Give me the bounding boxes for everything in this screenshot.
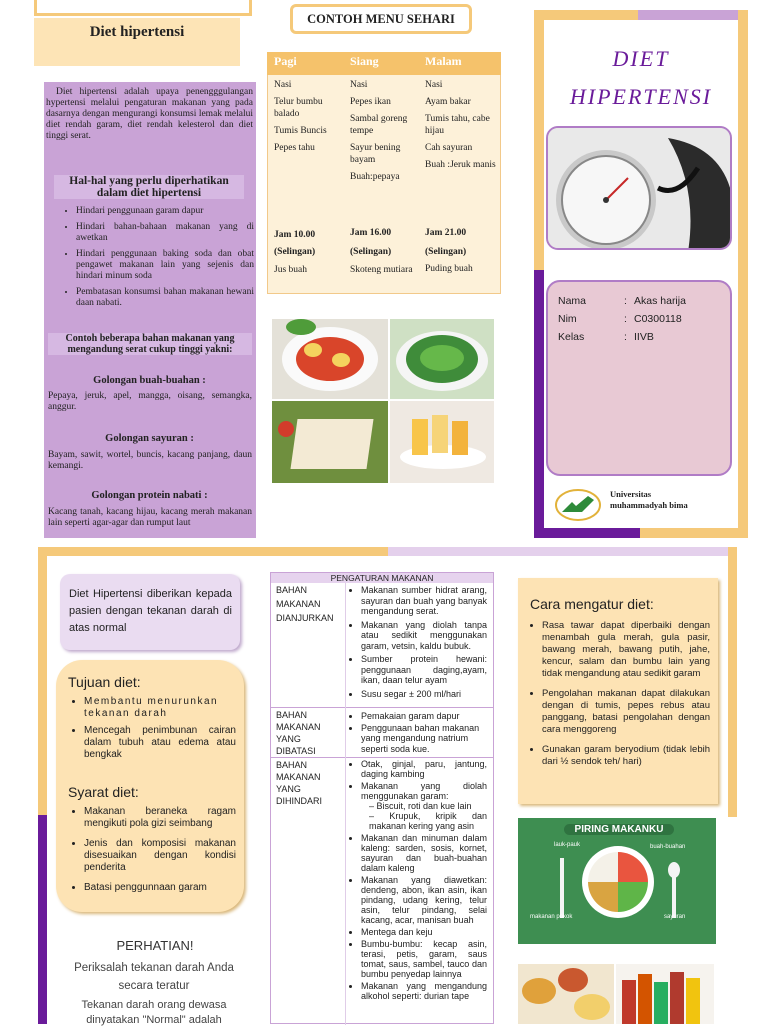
header-malam: Malam <box>425 54 462 68</box>
menu-item: Tumis Buncis <box>274 126 327 136</box>
info-value: C0300118 <box>634 313 682 325</box>
list-item: • Makanan yang diolah tanpa atau sedikit menggunakan garam, vetsin, kaldu bubuk. <box>361 620 487 652</box>
menu-item: Buah :Jeruk manis <box>425 160 496 170</box>
cover-panel <box>530 0 768 540</box>
university-logo <box>554 488 602 522</box>
menu-item: Nasi <box>274 80 292 90</box>
goal-title: Tujuan diet: <box>68 674 141 690</box>
menu-item: Tumis tahu, cabe hijau <box>425 114 490 136</box>
piring-makanku-image <box>518 818 716 944</box>
university-name-1: Universitas <box>610 489 652 499</box>
bottom-frame-left-purple <box>38 815 47 1024</box>
sub-item: – Krupuk, kripik dan makanan kering yang asin <box>369 811 487 831</box>
row-label: BAHAN MAKANAN YANG DIBATASI <box>276 710 321 756</box>
snack-label: (Selingan) <box>274 247 316 257</box>
diet-tips-title: Cara mengatur diet: <box>530 596 654 612</box>
cover-frame-top-purple <box>638 10 748 20</box>
section-heading: Hal-hal yang perlu diperhatikan dalam diet hipertensi <box>54 175 244 199</box>
list-item: • Makanan beraneka ragam mengikuti pola gizi seimbang <box>84 806 236 830</box>
university-name-2: muhammadyah bima <box>610 500 688 510</box>
info-value: Akas harija <box>634 295 686 307</box>
list-item: • Makanan sumber hidrat arang, sayuran dan buah yang banyak mengandung serat. <box>361 585 487 617</box>
intro-paragraph: Diet hipertensi adalah upaya penengggulangan hypertensi melalui pengaturan makanan yang pada dasarnya dengan mengurangi konsumsi lemak melalui diet rendah garam, diet rendah kelesterol dan diet tinggi serat. <box>46 87 253 141</box>
menu-column-pagi <box>274 79 344 154</box>
list-item <box>361 781 487 831</box>
info-label: Nim <box>558 313 577 325</box>
list-item: • Pembatasan konsumsi bahan makanan hewani daan nabati. <box>76 287 254 309</box>
snack-item: Jus buah <box>274 265 307 275</box>
menu-item: Telur bumbu balado <box>274 97 323 119</box>
fiber-heading: Contoh beberapa bahan makanan yang mengandung serat cukup tinggi yakni: <box>48 333 252 355</box>
warning-title: PERHATIAN! <box>116 938 194 953</box>
student-info <box>558 292 728 346</box>
sub-item: – Biscuit, roti dan kue lain <box>369 801 472 811</box>
header-siang: Siang <box>350 54 379 68</box>
menu-item: Nasi <box>350 80 368 90</box>
info-separator: : <box>624 331 627 343</box>
list-item: • Penggunaan bahan makanan yang mengandung natrium seperti soda kue. <box>361 723 487 755</box>
group-title: Golongan sayuran : <box>105 433 194 444</box>
photo-pepes <box>272 401 388 483</box>
bottom-frame-left-orange <box>38 547 47 815</box>
plate-label: sayuran <box>664 914 686 920</box>
snack-item: Skoteng mutiara <box>350 265 413 275</box>
bottom-frame-top-orange <box>38 547 388 556</box>
list-item: • Rasa tawar dapat diperbaiki dengan menambah gula merah, gula pasir, bawang merah, bawang putih, jahe, kencur, salam dan bumbu lain yang tidak mengandung atau sedikit garam <box>542 620 710 680</box>
plate-veg-segment <box>618 882 648 912</box>
menu-title: CONTOH MENU SEHARI <box>290 4 472 34</box>
list-item: • Bumbu-bumbu: kecap asin, terasi, petis, garam, saus tomat, saus, sambel, tauco dan bumbu penyedap lainnya <box>361 939 487 979</box>
hindari-list <box>62 206 254 314</box>
cover-frame-bottom-orange <box>640 528 748 538</box>
regulation-title: PENGATURAN MAKANAN <box>271 573 493 583</box>
group-text: Bayam, sawit, wortel, buncis, kacang panjang, daun kemangi. <box>48 450 252 471</box>
definition-text: Diet Hipertensi diberikan kepada pasien dengan tekanan darah di atas normal <box>69 588 232 634</box>
requirement-list <box>72 806 236 899</box>
list-item: • Hindari bahan-bahaan makanan yang di awetkan <box>76 222 254 244</box>
snack-label: (Selingan) <box>350 247 392 257</box>
info-row-kelas <box>558 328 728 346</box>
list-item: • Makanan yang mengandung alkohol seperti: durian tape <box>361 981 487 1001</box>
recommended-list <box>351 585 487 704</box>
list-item: • Batasi penggunnaan garam <box>84 882 236 894</box>
info-row-nama <box>558 292 728 310</box>
plate-label: makanan pokok <box>530 914 573 920</box>
info-value: IIVB <box>634 331 654 343</box>
menu-item: Ayam bakar <box>425 97 471 107</box>
menu-item: Sambal goreng tempe <box>350 114 408 136</box>
row-label: BAHAN MAKANAN DIANJURKAN <box>276 585 334 623</box>
group-title: Golongan buah-buahan : <box>93 375 206 386</box>
snack-time: Jam 10.00 <box>274 230 316 240</box>
cover-title-line1: DIET <box>612 46 670 71</box>
info-row-nim <box>558 310 728 328</box>
group-text: Kacang tanah, kacang hijau, kacang merah makanan lain seperti agar-agar dan rumput laut <box>48 507 252 528</box>
list-item: • Otak, ginjal, paru, jantung, daging kambing <box>361 759 487 779</box>
group-text: Pepaya, jeruk, apel, mangga, oisang, semangka, anggur. <box>48 391 252 412</box>
plate-label: buah-buahan <box>650 844 686 850</box>
menu-panel <box>262 0 522 540</box>
top-left-panel <box>0 0 256 540</box>
menu-item: Pepes ikan <box>350 97 391 107</box>
menu-header-row <box>267 52 501 75</box>
list-item: • Membantu menurunkan tekanan darah <box>84 696 236 720</box>
snack-time: Jam 21.00 <box>425 228 467 238</box>
info-label: Kelas <box>558 331 585 343</box>
panel-title: Diet hipertensi <box>89 24 185 40</box>
photo-tumis-buncis <box>390 319 494 399</box>
list-item: • Mencegah penimbunan cairan dalam tubuh atau edema atau bengkak <box>84 725 236 761</box>
bottom-frame-top-lavender <box>388 547 734 556</box>
plate-label: lauk-pauk <box>554 842 581 848</box>
plate-title: PIRING MAKANKU <box>564 824 674 835</box>
cover-title-line2: HIPERTENSI <box>569 84 713 109</box>
list-item: • Jenis dan komposisi makanan disesuaikan dengan kondisi penderita <box>84 838 236 874</box>
fork-icon <box>560 858 564 918</box>
cover-frame-left-purple <box>534 270 544 538</box>
list-item: • Susu segar ± 200 ml/hari <box>361 689 487 700</box>
snack-food-image <box>518 964 614 1024</box>
canned-food-image <box>616 964 714 1024</box>
info-separator: : <box>624 295 627 307</box>
list-item: • Pengolahan makanan dapat dilakukan dengan di tumis, pepes rebus atau panggang, batasi pengolahan dengan cara menggoreng <box>542 688 710 736</box>
avoided-list <box>351 759 487 1006</box>
menu-item: Sayur bening bayam <box>350 143 401 165</box>
photo-telur-balado <box>272 319 388 399</box>
menu-column-siang <box>350 79 422 183</box>
list-item: • Mentega dan keju <box>361 927 487 937</box>
header-pagi: Pagi <box>274 54 297 68</box>
cover-frame-right <box>738 10 748 538</box>
photo-puding <box>390 401 494 483</box>
diet-tips-list <box>530 620 710 773</box>
info-separator: : <box>624 313 627 325</box>
group-title: Golongan protein nabati : <box>91 490 208 501</box>
info-label: Nama <box>558 295 587 307</box>
column-divider <box>345 583 346 1025</box>
list-item: • Hindari penggunaan baking soda dan obat pengawet makanan lain yang sejenis dan hindari minum soda <box>76 249 254 282</box>
row-label: BAHAN MAKANAN YANG DIHINDARI <box>276 760 323 806</box>
warning-text-2: Tekanan darah orang dewasa dinyatakan "Normal" adalah <box>81 999 227 1026</box>
decor-stripe-top <box>34 0 252 16</box>
requirement-title: Syarat diet: <box>68 784 139 800</box>
list-item: • Pemakaian garam dapur <box>361 711 487 722</box>
list-item: • Hindari penggunaan garam dapur <box>76 206 254 217</box>
bottom-frame-right-orange <box>728 547 737 817</box>
limited-list <box>351 711 487 759</box>
goal-list <box>72 696 236 766</box>
list-item: • Makanan yang diawetkan: dendeng, abon, ikan asin, ikan pindang, udang kering, telur asin, telur pindang, selai kacang, acar, manisan buah <box>361 875 487 925</box>
menu-item: Cah sayuran <box>425 143 473 153</box>
regulation-table <box>270 572 494 1024</box>
list-item: • Gunakan garam beryodium (tidak lebih dari ½ sendok teh/ hari) <box>542 744 710 768</box>
menu-item: Buah:pepaya <box>350 172 400 182</box>
sphygmomanometer-image <box>546 126 732 250</box>
list-item: • Sumber protein hewani: penggunaan daging,ayam, ikan, daan telur ayam <box>361 654 487 686</box>
warning-text: Periksalah tekanan darah Anda secara teratur <box>74 962 234 992</box>
snack-label: (Selingan) <box>425 247 467 257</box>
menu-item: Pepes tahu <box>274 143 315 153</box>
list-item-text: Makanan yang diolah menggunakan garam: <box>361 781 487 801</box>
snack-time: Jam 16.00 <box>350 228 392 238</box>
list-item: • Makanan dan minuman dalam kaleng: sarden, sosis, kornet, sayuran dan buah-buahan dalam kaleng <box>361 833 487 873</box>
snack-item: Puding buah <box>425 264 473 274</box>
menu-item: Nasi <box>425 80 443 90</box>
menu-column-malam <box>425 79 497 171</box>
row-divider <box>271 707 493 708</box>
